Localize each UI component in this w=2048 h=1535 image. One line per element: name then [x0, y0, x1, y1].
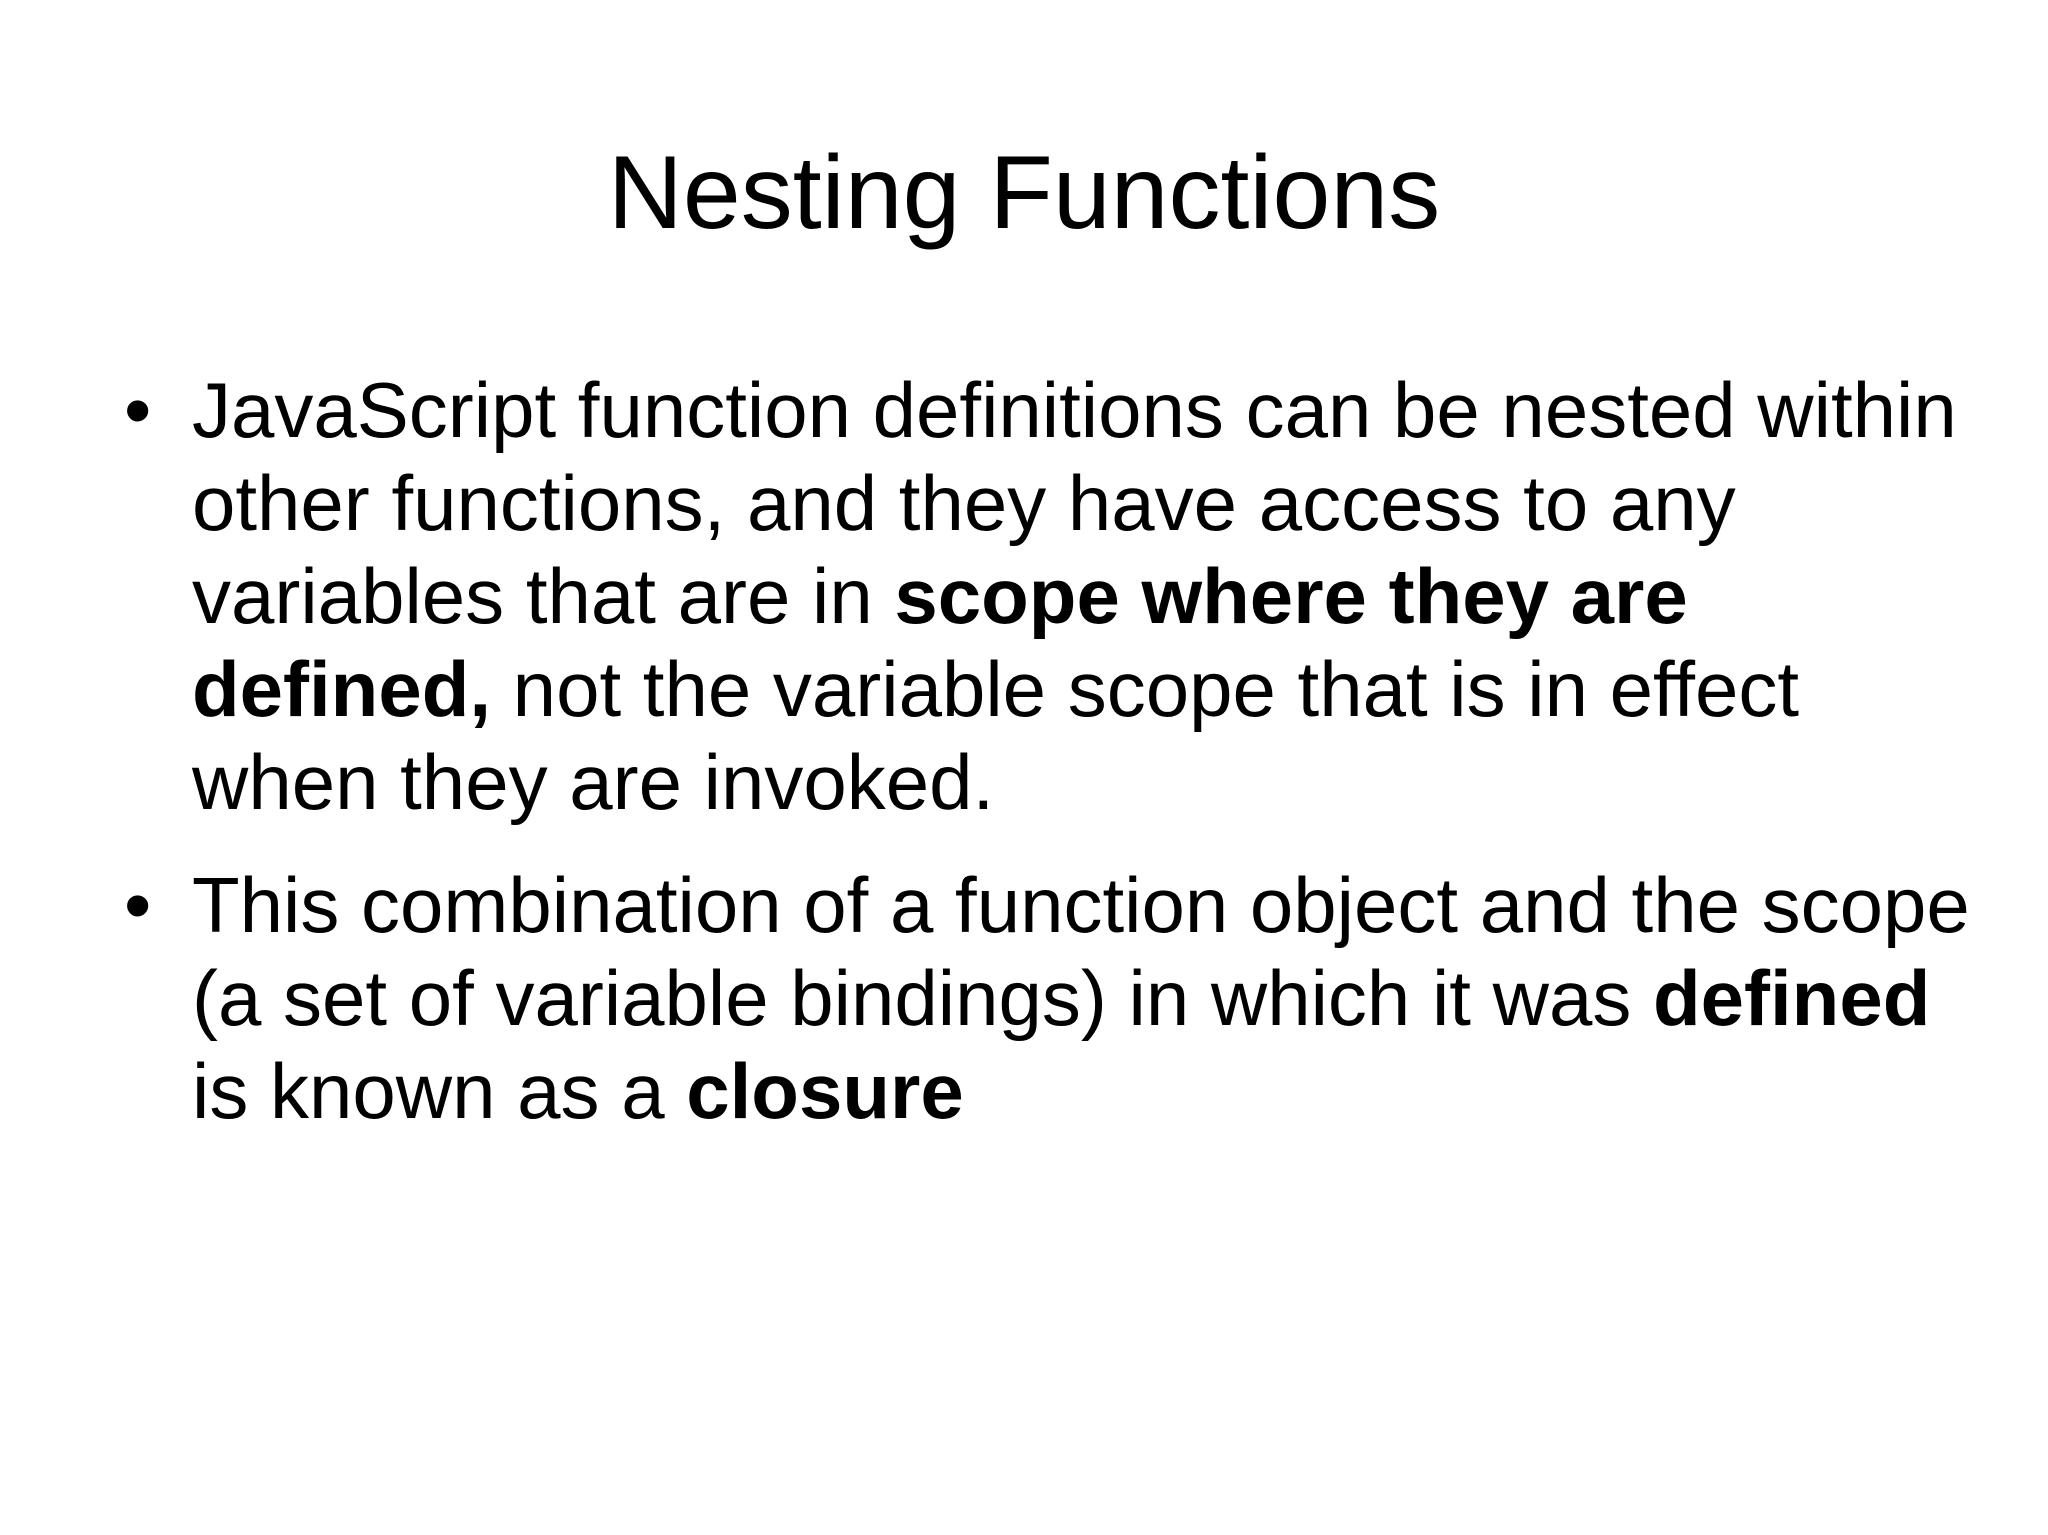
bullet-list — [124, 364, 1984, 1168]
slide-title: Nesting Functions — [607, 135, 1441, 251]
bullet-2-text-closure: closure — [686, 1047, 964, 1135]
bullet-dot-icon: • — [124, 366, 152, 454]
bullet-item-1 — [124, 364, 1984, 829]
bullet-1-text-b: not the variable scope that is in effect when they are invoked. — [192, 645, 1800, 826]
bullet-1-text-a: JavaScript function definitions can be nested within other functions, and they have access to any variables that are in — [192, 366, 1957, 640]
bullet-1-text-bold: scope where they are defined, — [192, 552, 1688, 733]
bullet-2-text-a: This combination of a function object and the scope (a set of variable bindings) in which it was — [192, 861, 1970, 1042]
bullet-2-text-b: is known as a — [192, 1047, 687, 1135]
bullet-item-2 — [124, 859, 1984, 1138]
bullet-2-text-defined: defined — [1653, 954, 1931, 1042]
bullet-dot-icon: • — [124, 861, 152, 949]
